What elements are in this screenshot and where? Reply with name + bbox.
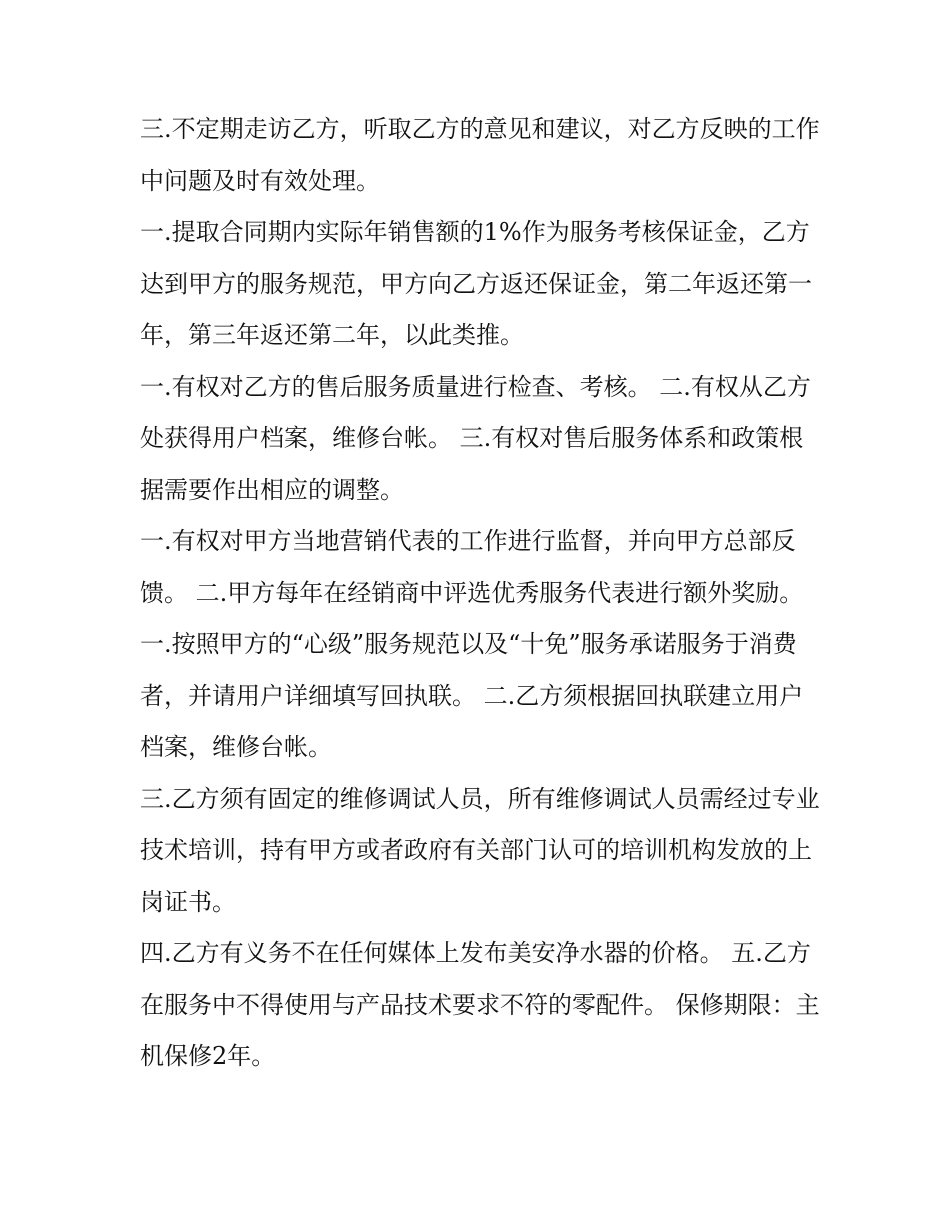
paragraph-party-b-rights: 一.有权对甲方当地营销代表的工作进行监督，并向甲方总部反馈。 二.甲方每年在经销商中评选优秀服务代表进行额外奖励。 [140, 527, 804, 607]
paragraph-pricing-and-warranty: 四.乙方有义务不在任何媒体上发布美安净水器的价格。 五.乙方在服务中不得使用与产品技术要求不符的零配件。 保修期限：主机保修2年。 [140, 939, 820, 1070]
paragraph-service-deposit: 一.提取合同期内实际年销售额的1%作为服务考核保证金，乙方达到甲方的服务规范，甲方向乙方返还保证金，第二年返还第一年，第三年返还第二年，以此类推。 [140, 218, 812, 349]
paragraph-party-a-rights: 一.有权对乙方的售后服务质量进行检查、考核。 二.有权从乙方处获得用户档案，维修台帐。 三.有权对售后服务体系和政策根据需要作出相应的调整。 [140, 372, 811, 504]
document-body [140, 104, 820, 1083]
paragraph-visit-party-b: 三.不定期走访乙方，听取乙方的意见和建议，对乙方反映的工作中问题及时有效处理。 [140, 115, 820, 195]
paragraph-maintenance-staff: 三.乙方须有固定的维修调试人员，所有维修调试人员需经过专业技术培训，持有甲方或者政府有关部门认可的培训机构发放的上岗证书。 [140, 784, 820, 916]
paragraph-party-b-obligations: 一.按照甲方的“心级”服务规范以及“十免”服务承诺服务于消费者，并请用户详细填写回执联。 二.乙方须根据回执联建立用户档案，维修台帐。 [140, 630, 804, 761]
